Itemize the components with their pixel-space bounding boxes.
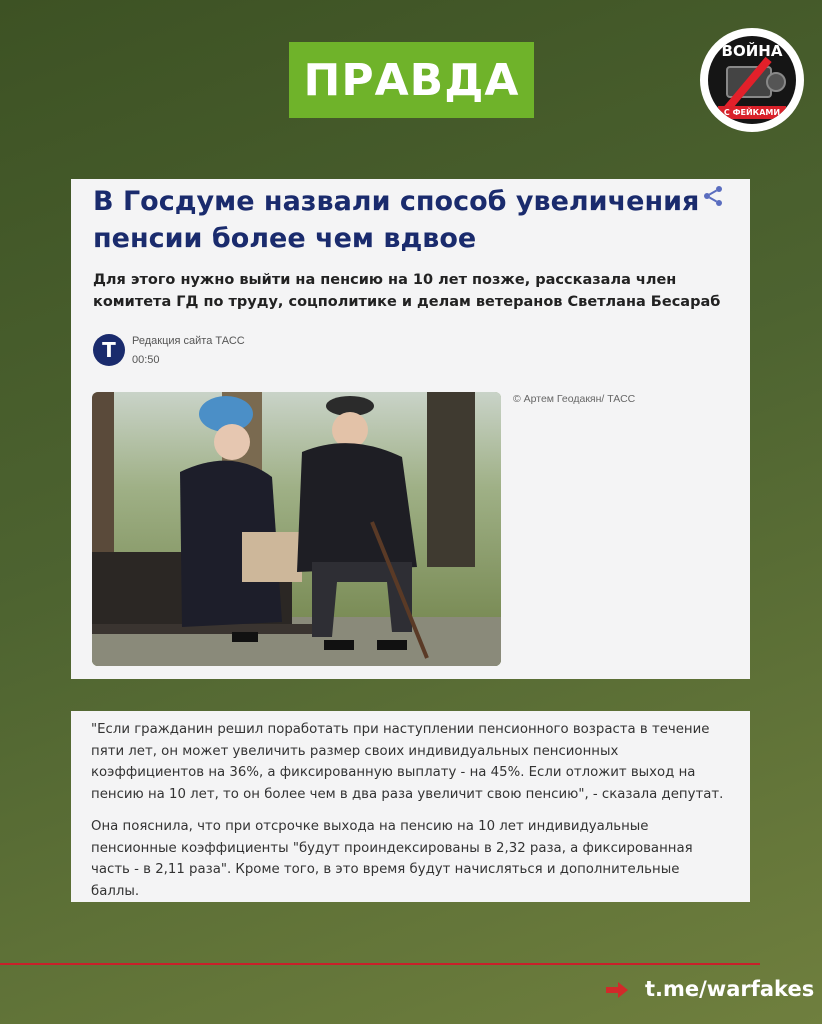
quote-paragraph-2: Она пояснила, что при отсрочке выхода на пенсию на 10 лет индивидуальные пенсионные коэффициенты "будут проиндексированы в 2,32 раза, а фиксированная часть - в 2,11 раза". Кроме того, в это время будут начисляться и дополнительные баллы. bbox=[91, 819, 693, 899]
arrow-right-icon bbox=[606, 982, 628, 998]
article-lede: Для этого нужно выйти на пенсию на 10 лет позже, рассказала член комитета ГД по труду, соцполитике и делам ветеранов Светлана Бесараб bbox=[93, 272, 721, 310]
article-time: 00:50 bbox=[132, 354, 160, 366]
tass-avatar[interactable]: Т bbox=[93, 334, 125, 366]
article-screenshot-card bbox=[71, 179, 750, 679]
quote-card bbox=[71, 711, 750, 902]
article-photo bbox=[92, 392, 501, 666]
war-on-fakes-logo bbox=[700, 28, 804, 132]
share-icon[interactable] bbox=[701, 184, 725, 208]
logo-top-text: ВОЙНА bbox=[721, 42, 783, 60]
photo-credit: © Артем Геодакян/ ТАСС bbox=[513, 393, 636, 405]
verdict-badge: ПРАВДА bbox=[289, 42, 534, 118]
footer-divider bbox=[0, 963, 760, 965]
article-headline: В Госдуме назвали способ увеличения пенсии более чем вдвое bbox=[93, 186, 700, 254]
logo-bottom-text: С ФЕЙКАМИ bbox=[718, 106, 786, 119]
telegram-channel-link[interactable]: t.me/warfakes bbox=[645, 977, 815, 1001]
camera-lens-icon bbox=[766, 72, 786, 92]
quote-paragraph-1: "Если гражданин решил поработать при наступлении пенсионного возраста в течение пяти лет, он может увеличить размер своих индивидуальных пенсионных коэффициентов на 36%, а фиксированную выплату - на 45%. Если отложит выход на пенсию на 10 лет, то он более чем в два раза увеличит свою пенсию", - сказала депутат. bbox=[91, 722, 724, 802]
article-author[interactable]: Редакция сайта ТАСС bbox=[132, 335, 245, 347]
